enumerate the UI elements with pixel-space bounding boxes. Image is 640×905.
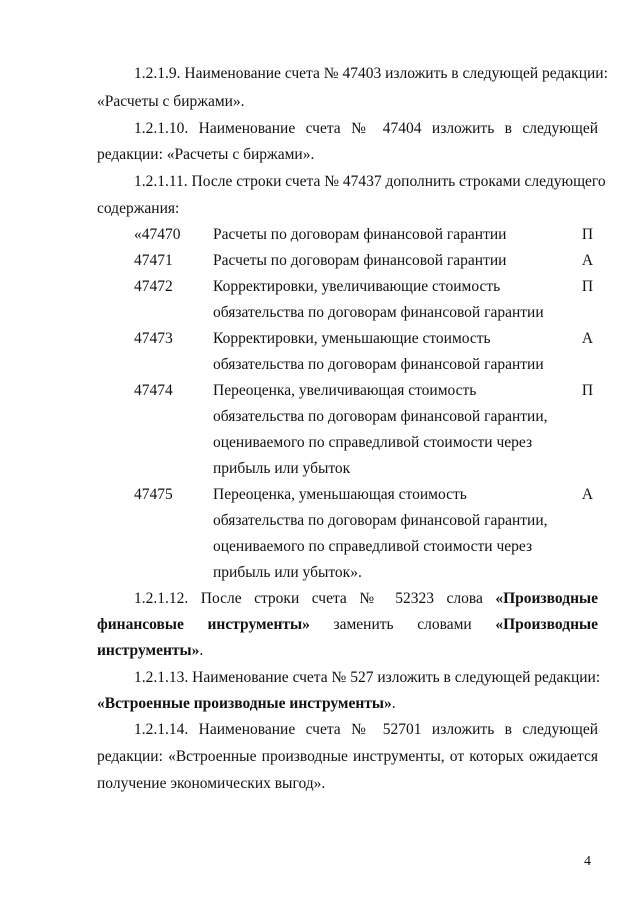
paragraph-text: заменить словами <box>309 616 496 633</box>
account-name-line: обязательства по договорам финансовой гарантии, <box>213 408 548 425</box>
account-code: 47474 <box>134 382 173 399</box>
account-attribute: П <box>581 278 594 295</box>
paragraph-text: . <box>391 695 396 712</box>
account-attribute: П <box>581 382 594 399</box>
paragraph-1-2-1-12-line-3 <box>97 641 598 661</box>
account-attribute: А <box>581 486 594 503</box>
account-attribute: А <box>581 330 594 347</box>
account-attribute: А <box>581 252 594 269</box>
paragraph-1-2-1-12-line-2 <box>97 615 598 635</box>
paragraph-text: . <box>199 642 204 659</box>
account-code: 47475 <box>134 486 173 503</box>
account-code: 47472 <box>134 278 173 295</box>
account-name-line: Переоценка, увеличивающая стоимость <box>213 382 477 399</box>
account-code: 47473 <box>134 330 173 347</box>
paragraph-1-2-1-10-line-2: редакции: «Расчеты с биржами». <box>97 146 315 163</box>
account-code: 47471 <box>134 252 173 269</box>
paragraph-1-2-1-13-line-1: 1.2.1.13. Наименование счета № 527 изложить в следующей редакции: <box>134 669 601 686</box>
paragraph-bold-text: финансовые инструменты» <box>97 616 310 633</box>
account-name-line: обязательства по договорам финансовой гарантии <box>213 356 544 373</box>
paragraph-bold-text: инструменты» <box>97 642 200 659</box>
account-name-line: оцениваемого по справедливой стоимости через <box>213 538 533 555</box>
paragraph-text: 1.2.1.12. После строки счета № 52323 слова <box>134 590 496 607</box>
paragraph-bold-text: «Встроенные производные инструменты» <box>97 695 392 712</box>
account-name-line: прибыль или убыток <box>213 460 351 477</box>
page-number: 4 <box>584 854 591 869</box>
account-name-line: обязательства по договорам финансовой гарантии <box>213 304 544 321</box>
account-name-line: Переоценка, уменьшающая стоимость <box>213 486 467 503</box>
account-name-line: Корректировки, уменьшающие стоимость <box>213 330 491 347</box>
account-attribute: П <box>581 226 594 243</box>
paragraph-1-2-1-11-line-1: 1.2.1.11. После строки счета № 47437 дополнить строками следующего <box>134 173 606 190</box>
account-name-line: Расчеты по договорам финансовой гарантии <box>213 226 507 243</box>
account-name-line: Расчеты по договорам финансовой гарантии <box>213 252 507 269</box>
account-name-line: оцениваемого по справедливой стоимости через <box>213 434 533 451</box>
paragraph-1-2-1-9-line-2: «Расчеты с биржами». <box>97 93 245 110</box>
paragraph-1-2-1-14-line-1: 1.2.1.14. Наименование счета № 52701 изложить в следующей <box>134 721 598 738</box>
paragraph-1-2-1-13-line-2 <box>97 694 598 714</box>
paragraph-1-2-1-14-line-3: получение экономических выгод». <box>97 775 326 792</box>
paragraph-bold-text: «Производные <box>495 590 598 607</box>
paragraph-1-2-1-14-line-2: редакции: «Встроенные производные инструменты, от которых ожидается <box>97 748 598 765</box>
account-name-line: прибыль или убыток». <box>213 564 362 581</box>
account-code: «47470 <box>134 226 181 243</box>
paragraph-1-2-1-9-line-1: 1.2.1.9. Наименование счета № 47403 изложить в следующей редакции: <box>134 65 608 82</box>
account-name-line: Корректировки, увеличивающие стоимость <box>213 278 501 295</box>
account-name-line: обязательства по договорам финансовой гарантии, <box>213 512 548 529</box>
paragraph-1-2-1-11-line-2: содержания: <box>97 200 180 217</box>
paragraph-1-2-1-12-line-1 <box>134 589 598 609</box>
paragraph-bold-text: «Производные <box>495 616 598 633</box>
paragraph-1-2-1-10-line-1: 1.2.1.10. Наименование счета № 47404 изложить в следующей <box>134 120 598 137</box>
